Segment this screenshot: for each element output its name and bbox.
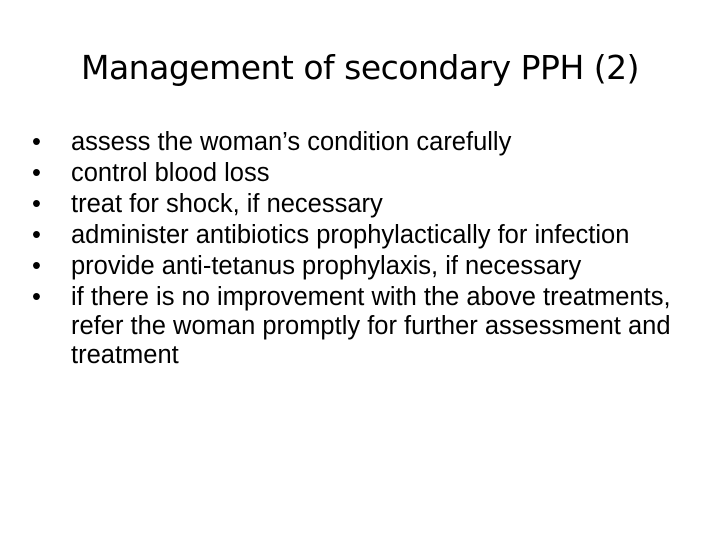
list-item <box>32 159 702 188</box>
list-item <box>32 128 702 157</box>
bullet-icon: • <box>32 221 41 249</box>
list-item <box>32 221 702 250</box>
bullet-text: provide anti-tetanus prophylaxis, if necessary <box>71 252 582 280</box>
bullet-icon: • <box>32 283 41 311</box>
bullet-text: administer antibiotics prophylactically for infection <box>71 221 630 249</box>
bullet-icon: • <box>32 252 41 280</box>
bullet-icon: • <box>32 128 41 156</box>
list-item <box>32 283 702 370</box>
bullet-text: control blood loss <box>71 159 270 187</box>
slide-title: Management of secondary PPH (2) <box>80 48 640 87</box>
bullet-icon: • <box>32 190 41 218</box>
bullet-list <box>32 128 702 372</box>
bullet-text: assess the woman’s condition carefully <box>71 128 512 156</box>
list-item <box>32 190 702 219</box>
bullet-text: treat for shock, if necessary <box>71 190 383 218</box>
bullet-text: if there is no improvement with the above treatments, refer the woman promptly for further assessment and treatment <box>71 283 671 369</box>
list-item <box>32 252 702 281</box>
bullet-icon: • <box>32 159 41 187</box>
